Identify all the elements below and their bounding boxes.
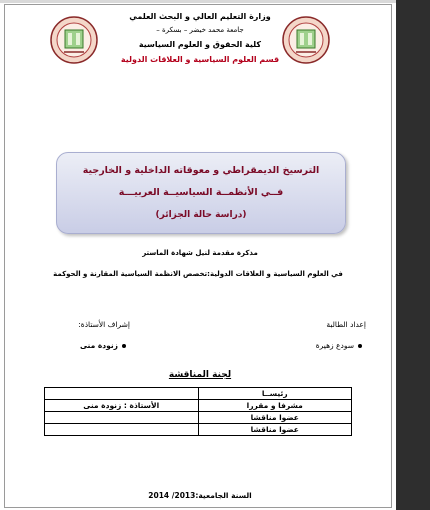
department-name: قسم العلوم السياسية و العلاقات الدولية bbox=[120, 55, 280, 64]
ministry-name: وزارة التعليم العالي و البحث العلمي bbox=[129, 12, 271, 21]
title-line-2: فــي الأنظمــة السياسيــة العربيـــة bbox=[118, 187, 284, 198]
table-row bbox=[45, 424, 352, 436]
jury-role-cell: مشرفا و مقررا bbox=[198, 400, 352, 412]
table-row bbox=[45, 412, 352, 424]
table-row bbox=[45, 388, 352, 400]
academic-year: السنة الجامعية:2013/ 2014 bbox=[148, 491, 252, 500]
jury-member-cell bbox=[45, 388, 199, 400]
student-name-item bbox=[316, 341, 362, 350]
university-name: جامعة محمد خيضر – بسكرة – bbox=[156, 26, 244, 34]
jury-role-cell: عضوا مناقشا bbox=[198, 424, 352, 436]
student-label: إعداد الطالبة bbox=[326, 320, 366, 329]
thesis-intro: مذكرة مقدمة لنيل شهادة الماستر bbox=[142, 249, 258, 257]
jury-title: لجنة المناقشة bbox=[168, 370, 232, 380]
supervisor-name: زنودة منى bbox=[79, 341, 118, 350]
faculty-name: كلية الحقوق و العلوم السياسية bbox=[138, 40, 262, 49]
thesis-field: في العلوم السياسية و العلاقات الدولية:تخصص الانظمة السياسية المقارنة و الحوكمة bbox=[53, 270, 343, 278]
supervisor-name-item bbox=[80, 341, 126, 350]
jury-member-cell bbox=[45, 424, 199, 436]
top-rule bbox=[0, 0, 396, 3]
bullet-icon bbox=[358, 344, 362, 348]
jury-role-cell: عضوا مناقشا bbox=[198, 412, 352, 424]
student-name: سودع زهيرة bbox=[315, 341, 354, 350]
jury-table bbox=[44, 387, 352, 436]
university-seal-icon bbox=[50, 16, 98, 64]
jury-role-cell: رئيســا bbox=[198, 388, 352, 400]
title-line-3: (دراسة حالة الجزائر) bbox=[155, 210, 247, 220]
table-row bbox=[45, 400, 352, 412]
jury-member-cell bbox=[45, 412, 199, 424]
viewer-side-panel bbox=[396, 0, 430, 510]
supervisor-label: إشراف الأستاذة: bbox=[78, 320, 130, 329]
bullet-icon bbox=[122, 344, 126, 348]
thesis-title-box bbox=[56, 152, 346, 234]
title-line-1: الترسيخ الديمقراطي و معوقاته الداخلية و الخارجية bbox=[82, 165, 320, 176]
jury-member-cell: الأستاذة : زنودة منى bbox=[45, 400, 199, 412]
